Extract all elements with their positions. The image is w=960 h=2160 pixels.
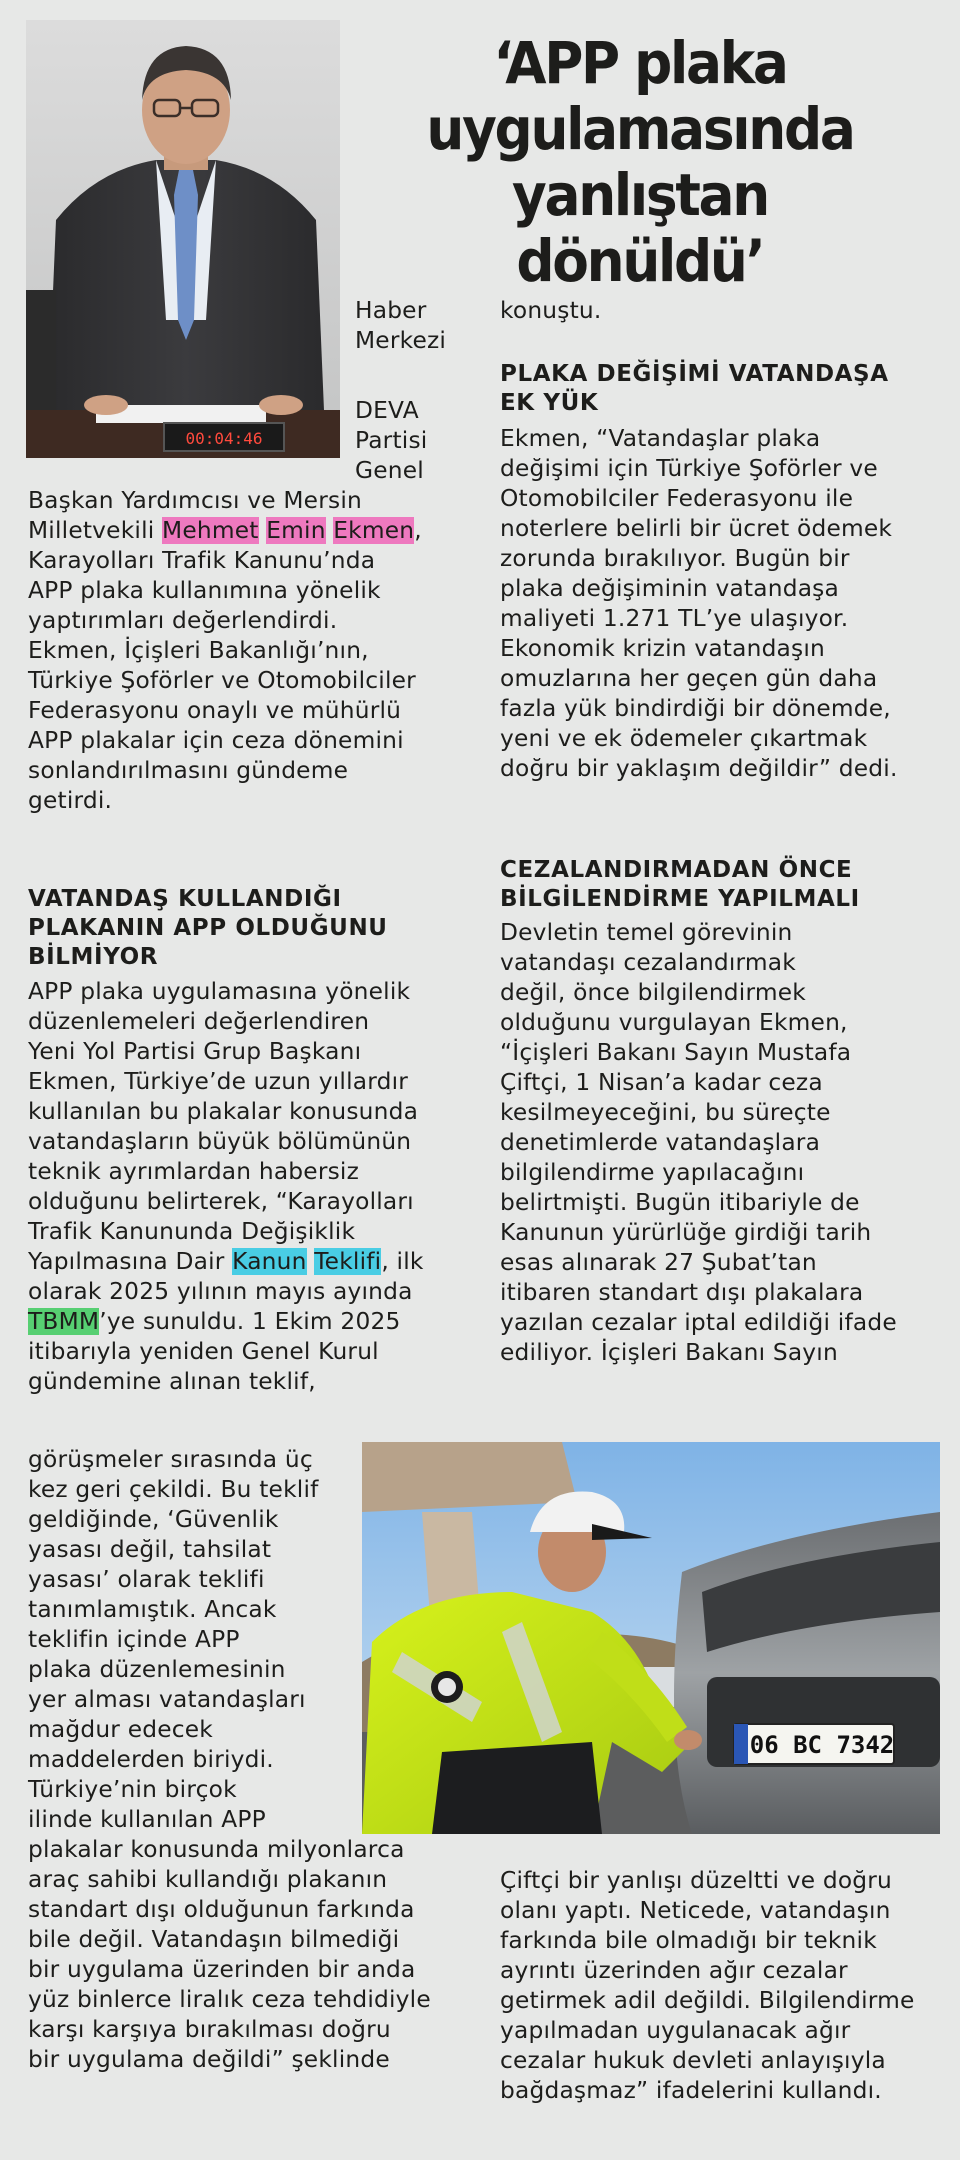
body-line: yasası’ olarak teklifi	[28, 1566, 265, 1593]
intro-line: Genel	[355, 457, 424, 484]
body-line: doğru bir yaklaşım değildir” dedi.	[500, 755, 898, 782]
license-plate-text: 06 BC 7342	[749, 1731, 895, 1759]
col2-top	[500, 296, 602, 326]
body-line: Çiftçi bir yanlışı düzeltti ve doğru	[500, 1867, 893, 1894]
highlight-teklifi: Teklifi	[314, 1248, 382, 1275]
highlight-kanun: Kanun	[232, 1248, 307, 1275]
body-line: Türkiye’nin birçok	[28, 1776, 237, 1803]
section1-narrow	[28, 1445, 319, 1835]
text-fragment: , ilk	[381, 1248, 424, 1275]
section-heading	[28, 885, 388, 972]
body-line: konuştu.	[500, 297, 602, 324]
intro-line: yaptırımları değerlendirdi.	[28, 607, 338, 634]
body-line: tanımlamıştık. Ancak	[28, 1596, 277, 1623]
intro-line: APP plakalar için ceza dönemini	[28, 727, 404, 754]
body-line: ayrıntı üzerinden ağır cezalar	[500, 1957, 848, 1984]
body-line: ediliyor. İçişleri Bakanı Sayın	[500, 1339, 838, 1366]
body-line: vatandaşların büyük bölümünün	[28, 1128, 412, 1155]
body-line: kez geri çekildi. Bu teklif	[28, 1476, 319, 1503]
body-line: Yeni Yol Partisi Grup Başkanı	[28, 1038, 362, 1065]
body-line: geldiğinde, ‘Güvenlik	[28, 1506, 279, 1533]
body-line: noterlere belirli bir ücret ödemek	[500, 515, 893, 542]
speaker-photo-illustration	[26, 20, 340, 458]
body-line: “İçişleri Bakanı Sayın Mustafa	[500, 1039, 852, 1066]
highlight-tbmm: TBMM	[28, 1308, 100, 1335]
body-line: olduğunu belirterek, “Karayolları	[28, 1188, 414, 1215]
intro-narrow	[355, 396, 427, 486]
body-line: yasası değil, tahsilat	[28, 1536, 272, 1563]
traffic-police-photo	[362, 1442, 940, 1834]
section-heading-line: PLAKANIN APP OLDUĞUNU	[28, 915, 388, 941]
body-line: Otomobilciler Federasyonu ile	[500, 485, 854, 512]
section2-body	[500, 424, 898, 784]
intro-line: getirdi.	[28, 787, 113, 814]
body-line: getirmek adil değildi. Bilgilendirme	[500, 1987, 915, 2014]
text-fragment: ,	[414, 517, 422, 544]
intro-line: Başkan Yardımcısı ve Mersin	[28, 487, 362, 514]
body-line: belirtmişti. Bugün itibariyle de	[500, 1189, 860, 1216]
highlight-name: Ekmen	[333, 517, 415, 544]
body-line: bilgilendirme yapılacağını	[500, 1159, 805, 1186]
body-line: cezalar hukuk devleti anlayışıyla	[500, 2047, 886, 2074]
body-line: bile değil. Vatandaşın bilmediği	[28, 1926, 400, 1953]
body-line: olduğunu vurgulayan Ekmen,	[500, 1009, 848, 1036]
intro-line: APP plaka kullanımına yönelik	[28, 577, 381, 604]
body-line: mağdur edecek	[28, 1716, 213, 1743]
podium-timer-text: 00:04:46	[185, 429, 263, 448]
intro-line	[28, 516, 422, 546]
body-line: maliyeti 1.271 TL’ye ulaşıyor.	[500, 605, 849, 632]
body-line: yapılmadan uygulanacak ağır	[500, 2017, 851, 2044]
intro-line: Ekmen, İçişleri Bakanlığı’nın,	[28, 637, 369, 664]
intro-line: Karayolları Trafik Kanunu’nda	[28, 547, 376, 574]
body-line: yazılan cezalar iptal edildiği ifade	[500, 1309, 897, 1336]
body-line: kesilmeyeceğini, bu süreçte	[500, 1099, 831, 1126]
body-line: plakalar konusunda milyonlarca	[28, 1836, 405, 1863]
headline-line: yanlıştan dönüldü’	[512, 161, 768, 295]
section-heading	[500, 360, 889, 418]
body-line: bir uygulama üzerinden bir anda	[28, 1956, 416, 1983]
body-line: olanı yaptı. Neticede, vatandaşın	[500, 1897, 891, 1924]
body-line: değil, önce bilgilendirmek	[500, 979, 806, 1006]
body-line: kullanılan bu plakalar konusunda	[28, 1098, 419, 1125]
highlight-name: Mehmet	[162, 517, 259, 544]
text-fragment: Milletvekili	[28, 517, 163, 544]
body-line: APP plaka uygulamasına yönelik	[28, 978, 411, 1005]
headline	[382, 30, 897, 294]
section-heading-line: CEZALANDIRMADAN ÖNCE	[500, 857, 853, 883]
body-line: plaka değişiminin vatandaşa	[500, 575, 839, 602]
headline-line: ‘APP plaka	[493, 29, 787, 97]
body-line: Ekmen, Türkiye’de uzun yıllardır	[28, 1068, 409, 1095]
body-line: farkında bile olmadığı bir teknik	[500, 1927, 877, 1954]
body-line: karşı karşıya bırakılması doğru	[28, 2016, 391, 2043]
body-line: fazla yük bindirdiği bir dönemde,	[500, 695, 891, 722]
body-line	[28, 1247, 424, 1277]
body-line: görüşmeler sırasında üç	[28, 1446, 313, 1473]
intro-line: Türkiye Şoförler ve Otomobilciler	[28, 667, 416, 694]
byline-line: Haber	[355, 297, 427, 324]
text-fragment: Yapılmasına Dair	[28, 1248, 233, 1275]
body-line: Kanunun yürürlüğe girdiği tarih	[500, 1219, 872, 1246]
col2-end	[500, 1866, 915, 2106]
byline-line: Merkezi	[355, 327, 447, 354]
section-heading	[500, 856, 860, 914]
body-line: ilinde kullanılan APP	[28, 1806, 266, 1833]
body-line: standart dışı olduğunun farkında	[28, 1896, 415, 1923]
body-line: araç sahibi kullandığı plakanın	[28, 1866, 388, 1893]
section3-body	[500, 918, 897, 1368]
body-line: itibaren standart dışı plakalara	[500, 1279, 864, 1306]
body-line: denetimlerde vatandaşlara	[500, 1129, 821, 1156]
intro-line: sonlandırılmasını gündeme	[28, 757, 349, 784]
body-line: yüz binlerce liralık ceza tehdidiyle	[28, 1986, 431, 2013]
section-heading-line: EK YÜK	[500, 390, 599, 416]
section-heading-line: VATANDAŞ KULLANDIĞI	[28, 886, 342, 912]
intro-line: Partisi	[355, 427, 428, 454]
body-line: vatandaşı cezalandırmak	[500, 949, 796, 976]
section-heading-line: PLAKA DEĞİŞİMİ VATANDAŞA	[500, 361, 889, 387]
byline	[355, 296, 446, 356]
traffic-police-illustration	[362, 1442, 940, 1834]
highlight-name: Emin	[266, 517, 326, 544]
body-line: itibarıyla yeniden Genel Kurul	[28, 1338, 379, 1365]
body-line: omuzlarına her geçen gün daha	[500, 665, 878, 692]
body-line: Devletin temel görevinin	[500, 919, 793, 946]
body-line: Çiftçi, 1 Nisan’a kadar ceza	[500, 1069, 823, 1096]
text-fragment: ’ye sunuldu. 1 Ekim 2025	[99, 1308, 401, 1335]
body-line	[28, 1307, 424, 1337]
body-line: plaka düzenlemesinin	[28, 1656, 286, 1683]
body-line: Ekonomik krizin vatandaşın	[500, 635, 826, 662]
body-line: zorunda bırakılıyor. Bugün bir	[500, 545, 850, 572]
headline-line: uygulamasında	[426, 95, 854, 163]
body-line: teknik ayrımlardan habersiz	[28, 1158, 360, 1185]
section-heading-line: BİLGİLENDİRME YAPILMALI	[500, 886, 860, 912]
body-line: olarak 2025 yılının mayıs ayında	[28, 1278, 413, 1305]
section1-end	[28, 1835, 431, 2075]
body-line: Ekmen, “Vatandaşlar plaka	[500, 425, 821, 452]
body-line: teklifin içinde APP	[28, 1626, 240, 1653]
body-line: yer alması vatandaşları	[28, 1686, 306, 1713]
intro-line: DEVA	[355, 397, 419, 424]
body-line: yeni ve ek ödemeler çıkartmak	[500, 725, 868, 752]
body-line: maddelerden biriydi.	[28, 1746, 274, 1773]
body-line: değişimi için Türkiye Şoförler ve	[500, 455, 878, 482]
body-line: Trafik Kanununda Değişiklik	[28, 1218, 356, 1245]
body-line: düzenlemeleri değerlendiren	[28, 1008, 370, 1035]
body-line: bağdaşmaz” ifadelerini kullandı.	[500, 2077, 882, 2104]
section-heading-line: BİLMİYOR	[28, 944, 159, 970]
body-line: gündemine alınan teklif,	[28, 1368, 316, 1395]
section1-body	[28, 977, 424, 1397]
speaker-photo	[26, 20, 340, 458]
intro-paragraph	[28, 486, 422, 816]
intro-line: Federasyonu onaylı ve mühürlü	[28, 697, 402, 724]
body-line: esas alınarak 27 Şubat’tan	[500, 1249, 817, 1276]
body-line: bir uygulama değildi” şeklinde	[28, 2046, 390, 2073]
